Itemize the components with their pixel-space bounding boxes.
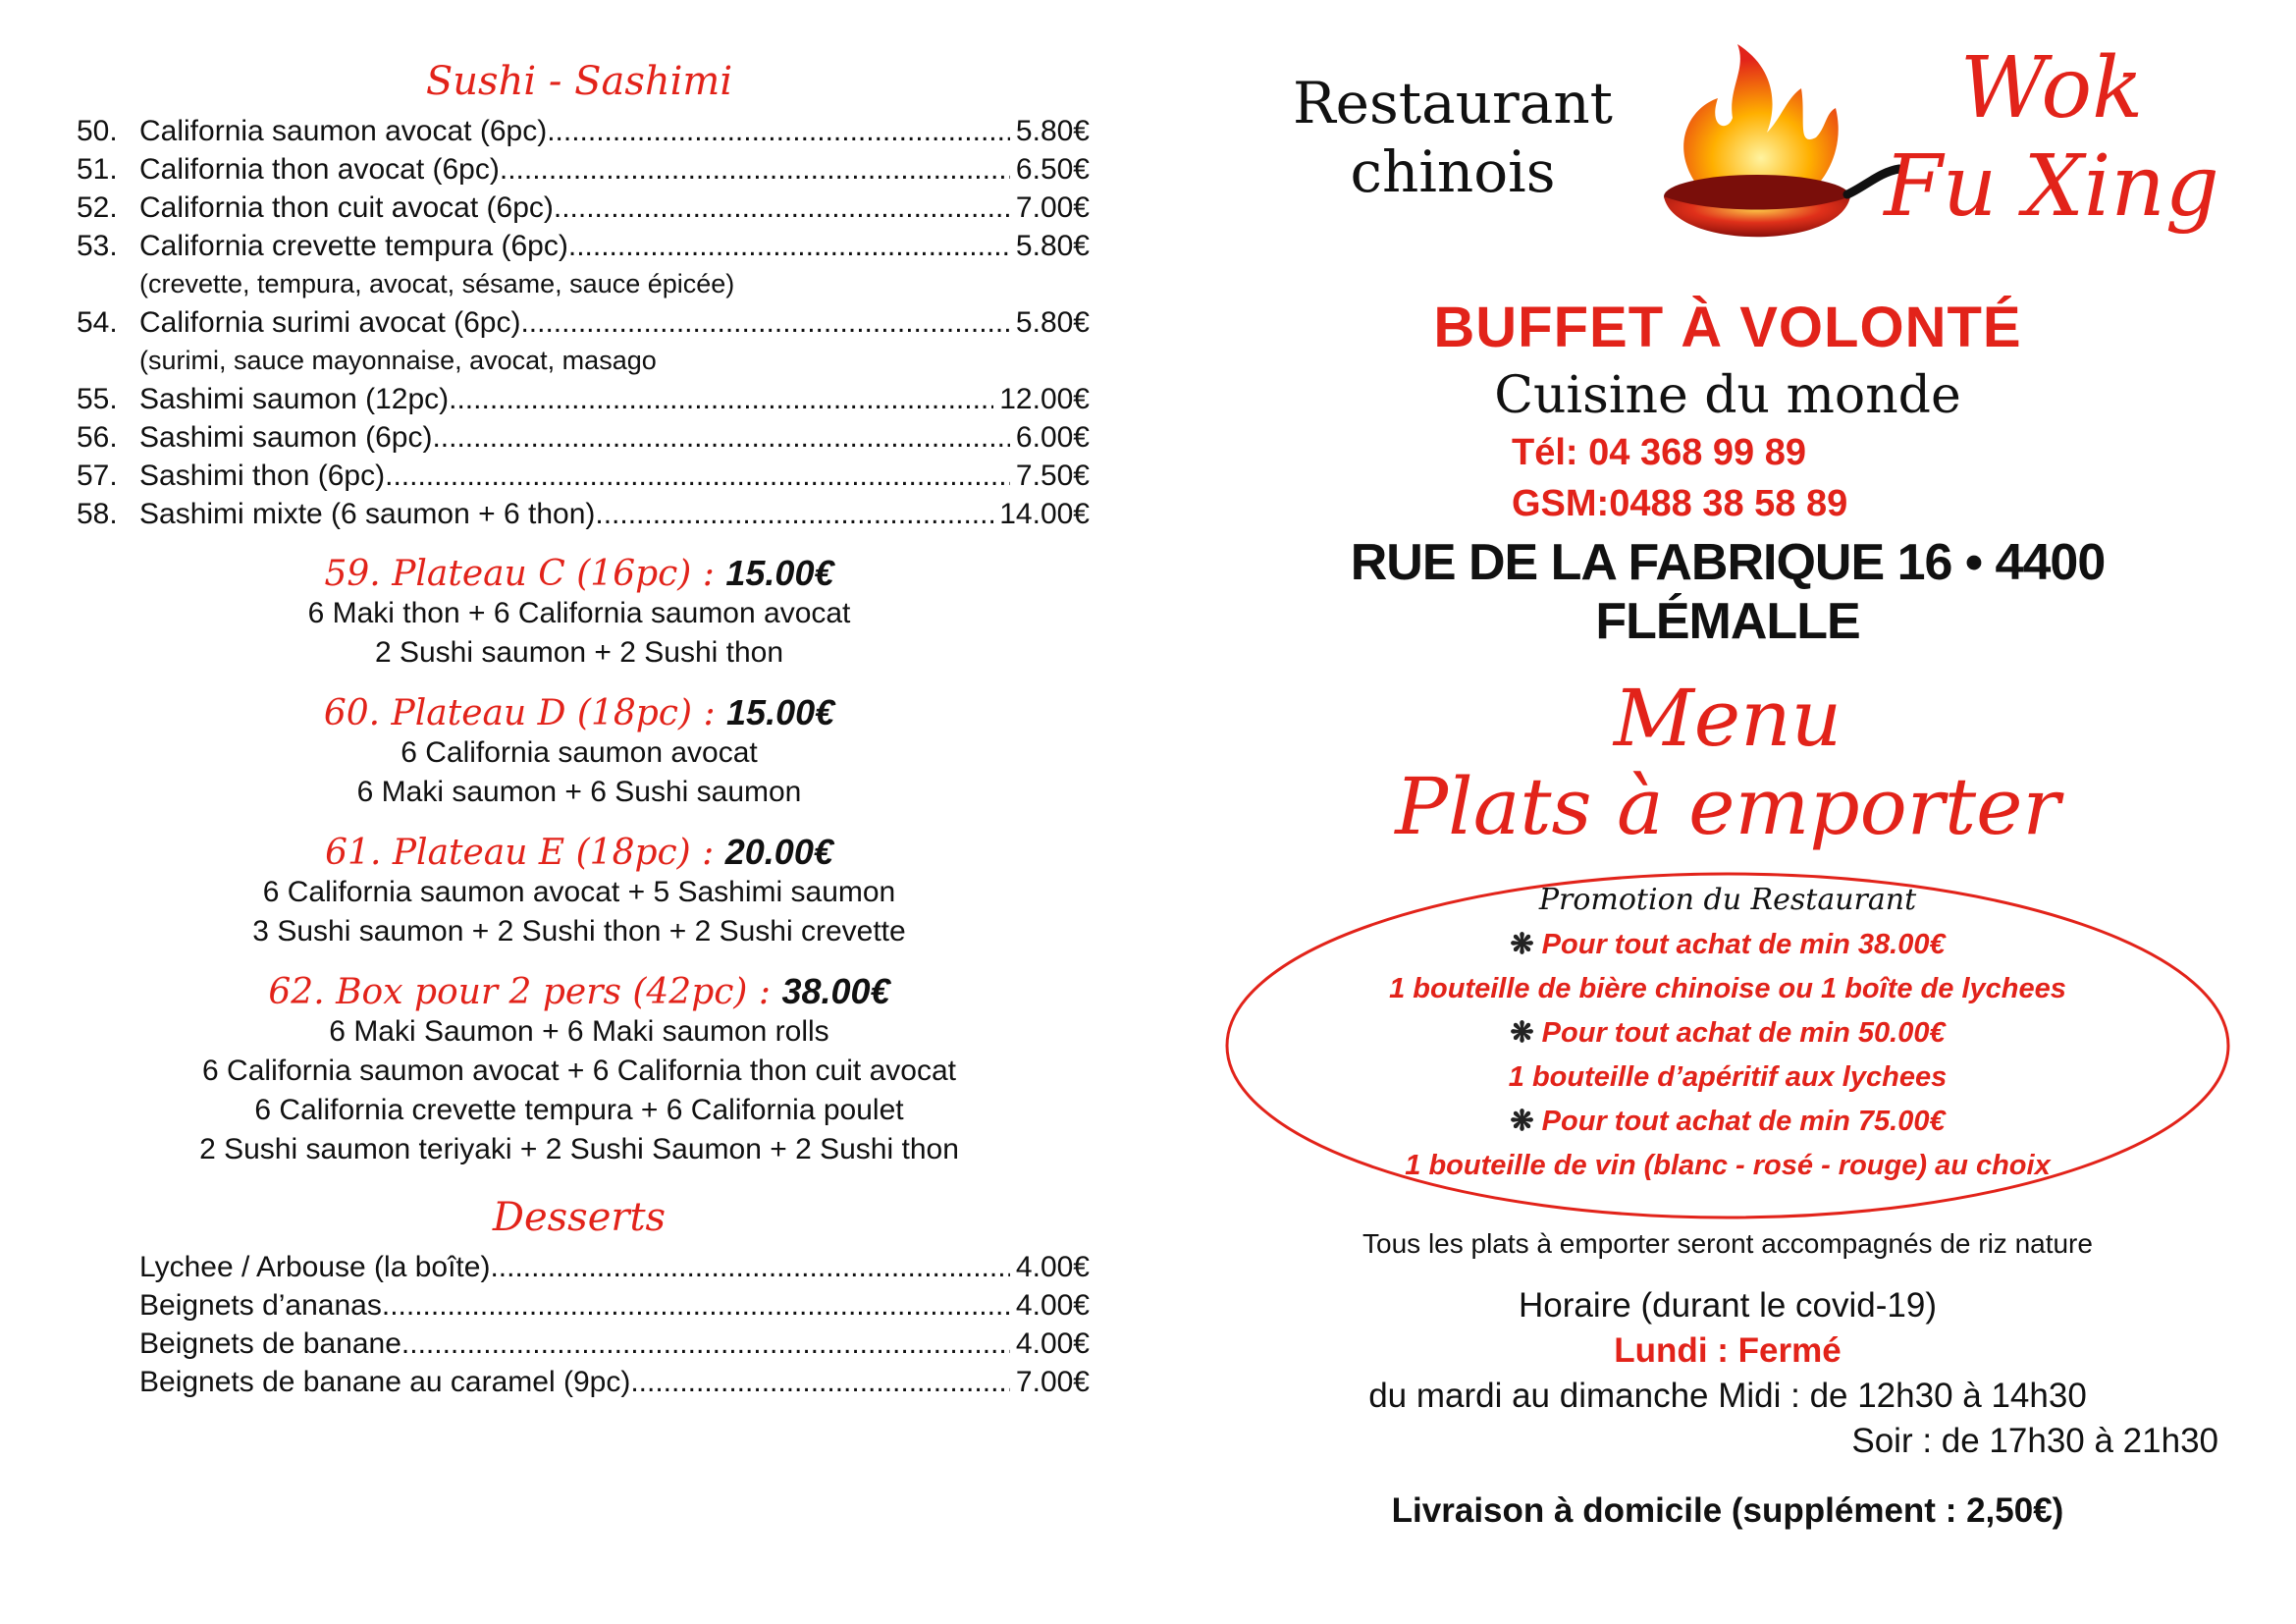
sushi-section-title: Sushi - Sashimi — [425, 59, 733, 104]
promotion-content — [1222, 883, 2233, 1188]
rice-note: Tous les plats à emporter seront accompagnés de riz nature — [1362, 1228, 2093, 1259]
item-price: 7.00€ — [1015, 191, 1090, 224]
item-number: 58. — [77, 498, 118, 530]
plateau-content-line: 2 Sushi saumon + 2 Sushi thon — [374, 636, 784, 669]
restaurant-line-2: chinois — [1350, 138, 1556, 205]
item-price: 7.50€ — [1015, 460, 1090, 492]
dot-leader — [500, 150, 1010, 189]
plateau-heading — [69, 692, 1090, 733]
menu-item — [77, 457, 1090, 495]
plateau-content-line: 3 Sushi saumon + 2 Sushi thon + 2 Sushi crevette — [252, 915, 906, 947]
restaurant-line-1: Restaurant — [1293, 70, 1613, 136]
promotion-line — [1222, 1144, 2233, 1188]
item-price: 5.80€ — [1015, 115, 1090, 147]
dot-leader — [630, 1363, 1010, 1401]
plateau-content-line: 2 Sushi saumon teriyaki + 2 Sushi Saumon + 2 Sushi thon — [199, 1133, 959, 1165]
item-name: California saumon avocat (6pc) — [139, 115, 548, 147]
dot-leader — [490, 1248, 1009, 1286]
menu-item — [77, 189, 1090, 227]
flower-bullet-icon: ❋ — [1510, 1106, 1534, 1137]
promotion-line — [1222, 967, 2233, 1011]
item-price: 4.00€ — [1015, 1289, 1090, 1322]
item-price: 5.80€ — [1015, 230, 1090, 262]
buffet-heading: BUFFET À VOLONTÉ — [1433, 296, 2022, 359]
item-name: Beignets de banane — [139, 1327, 401, 1360]
item-number: 53. — [77, 230, 118, 262]
menu-item — [77, 112, 1090, 150]
promotion-text: 1 bouteille de bière chinoise ou 1 boîte de lychees — [1389, 973, 2066, 1004]
hours-midi: du mardi au dimanche Midi : de 12h30 à 14h30 — [1368, 1377, 2087, 1415]
promotion-box — [1222, 869, 2233, 1222]
item-price: 4.00€ — [1015, 1251, 1090, 1283]
dot-leader — [449, 380, 993, 418]
menu-item — [77, 380, 1090, 418]
item-number-spacer — [77, 1286, 139, 1325]
dot-leader — [554, 189, 1010, 227]
item-number: 57. — [77, 460, 118, 492]
dessert-item — [77, 1325, 1090, 1363]
brand-line-2: Fu Xing — [1884, 137, 2219, 236]
plateau-content-line: 6 California saumon avocat + 6 California thon cuit avocat — [202, 1055, 956, 1087]
item-name: California thon cuit avocat (6pc) — [139, 191, 554, 224]
item-price: 4.00€ — [1015, 1327, 1090, 1360]
promotion-line — [1222, 923, 2233, 967]
left-panel — [69, 59, 1090, 1401]
opening-hours — [1217, 1283, 2238, 1464]
plateau-price: 20.00€ — [724, 832, 833, 872]
menu-title — [1217, 675, 2238, 851]
plateau-title: 62. Box pour 2 pers (42pc) : — [268, 972, 782, 1012]
item-number-spacer — [77, 1248, 139, 1286]
item-number: 52. — [77, 191, 118, 224]
menu-item — [77, 418, 1090, 457]
item-number: 51. — [77, 153, 118, 186]
dessert-item — [77, 1286, 1090, 1325]
plateau-content-line: 6 Maki saumon + 6 Sushi saumon — [356, 776, 802, 808]
menu-item — [77, 495, 1090, 533]
promotion-text: Pour tout achat de min 38.00€ — [1541, 929, 1946, 960]
hours-title: Horaire (durant le covid-19) — [1518, 1286, 1937, 1325]
sushi-list — [69, 112, 1090, 533]
mobile: GSM:0488 38 58 89 — [1512, 483, 1848, 524]
logo — [1217, 39, 2238, 275]
plateau-content-line: 6 Maki Saumon + 6 Maki saumon rolls — [329, 1015, 829, 1048]
menu-item — [77, 303, 1090, 342]
menu-item — [77, 227, 1090, 265]
plateau-content-line: 6 Maki thon + 6 California saumon avocat — [307, 597, 851, 629]
promotion-text: Pour tout achat de min 50.00€ — [1541, 1017, 1946, 1049]
item-name: Sashimi saumon (12pc) — [139, 383, 450, 415]
right-panel — [1217, 39, 2238, 1531]
flower-bullet-icon: ❋ — [1510, 929, 1534, 960]
dot-leader — [520, 303, 1009, 342]
promotion-text: 1 bouteille de vin (blanc - rosé - rouge) au choix — [1405, 1150, 2051, 1181]
item-name: Sashimi saumon (6pc) — [139, 421, 433, 454]
item-price: 12.00€ — [999, 383, 1090, 415]
plateaux-list — [69, 553, 1090, 1169]
dot-leader — [432, 418, 1009, 457]
promotion-line — [1222, 1100, 2233, 1144]
dessert-list — [69, 1248, 1090, 1401]
plateau-item — [69, 832, 1090, 951]
item-number: 56. — [77, 421, 118, 454]
promotion-text: Pour tout achat de min 75.00€ — [1541, 1106, 1946, 1137]
item-name: California thon avocat (6pc) — [139, 153, 500, 186]
telephone: Tél: 04 368 99 89 — [1512, 432, 1806, 473]
item-number: 50. — [77, 115, 118, 147]
item-number-spacer — [77, 1363, 139, 1401]
promotion-lines — [1222, 923, 2233, 1188]
plateau-heading — [69, 553, 1090, 594]
cuisine-subtitle: Cuisine du monde — [1494, 366, 1961, 425]
plateau-title: 59. Plateau C (16pc) : — [324, 554, 726, 594]
item-number-spacer — [77, 1325, 139, 1363]
item-name: California crevette tempura (6pc) — [139, 230, 568, 262]
hours-soir: Soir : de 17h30 à 21h30 — [1851, 1422, 2218, 1460]
dessert-item — [77, 1363, 1090, 1401]
item-name: Sashimi mixte (6 saumon + 6 thon) — [139, 498, 596, 530]
phone-numbers — [1512, 427, 2238, 529]
closed-day: Lundi : Fermé — [1614, 1331, 1842, 1370]
item-price: 7.00€ — [1015, 1366, 1090, 1398]
promotion-line — [1222, 1056, 2233, 1100]
plateau-item — [69, 971, 1090, 1169]
plateau-content-line: 6 California crevette tempura + 6 California poulet — [254, 1094, 904, 1126]
desserts-section — [69, 1195, 1090, 1401]
address: RUE DE LA FABRIQUE 16 • 4400 FLÉMALLE — [1350, 534, 2106, 650]
dot-leader — [382, 1286, 1010, 1325]
item-price: 6.50€ — [1015, 153, 1090, 186]
item-price: 6.00€ — [1015, 421, 1090, 454]
dot-leader — [385, 457, 1010, 495]
plateau-price: 15.00€ — [725, 553, 834, 593]
flower-bullet-icon: ❋ — [1510, 1017, 1534, 1049]
desserts-section-title: Desserts — [492, 1195, 667, 1240]
menu-title-line-1: Menu — [1613, 673, 1842, 764]
promotion-text: 1 bouteille d’apéritif aux lychees — [1508, 1061, 1948, 1093]
plateau-heading — [69, 832, 1090, 873]
item-price: 14.00€ — [999, 498, 1090, 530]
plateau-price: 38.00€ — [781, 971, 890, 1011]
item-name: Sashimi thon (6pc) — [139, 460, 386, 492]
dot-leader — [401, 1325, 1010, 1363]
promotion-title: Promotion du Restaurant — [1538, 883, 1917, 917]
dot-leader — [547, 112, 1010, 150]
menu-title-line-2: Plats à emporter — [1395, 761, 2060, 852]
plateau-content-line: 6 California saumon avocat + 5 Sashimi saumon — [262, 876, 896, 908]
plateau-content-line: 6 California saumon avocat — [400, 736, 758, 769]
delivery-note: Livraison à domicile (supplément : 2,50€) — [1391, 1491, 2064, 1530]
item-number: 54. — [77, 306, 118, 339]
plateau-item — [69, 692, 1090, 812]
restaurant-label — [1276, 69, 1629, 206]
plateau-item — [69, 553, 1090, 673]
item-name: Lychee / Arbouse (la boîte) — [139, 1251, 491, 1283]
promotion-line — [1222, 1011, 2233, 1056]
item-note: (crevette, tempura, avocat, sésame, sauce épicée) — [139, 269, 735, 298]
plateau-title: 60. Plateau D (18pc) : — [323, 693, 727, 733]
item-name: Beignets de banane au caramel (9pc) — [139, 1366, 631, 1398]
menu-item — [77, 150, 1090, 189]
plateau-price: 15.00€ — [726, 692, 835, 732]
brand-line-1: Wok — [1959, 39, 2144, 137]
dot-leader — [568, 227, 1010, 265]
item-price: 5.80€ — [1015, 306, 1090, 339]
plateau-heading — [69, 971, 1090, 1012]
dessert-item — [77, 1248, 1090, 1286]
brand-name — [1865, 39, 2238, 236]
dot-leader — [595, 495, 993, 533]
item-name: Beignets d’ananas — [139, 1289, 382, 1322]
flaming-wok-icon — [1629, 39, 1904, 275]
item-name: California surimi avocat (6pc) — [139, 306, 521, 339]
plateau-title: 61. Plateau E (18pc) : — [325, 833, 725, 873]
item-note: (surimi, sauce mayonnaise, avocat, masago — [139, 346, 657, 375]
item-number: 55. — [77, 383, 118, 415]
